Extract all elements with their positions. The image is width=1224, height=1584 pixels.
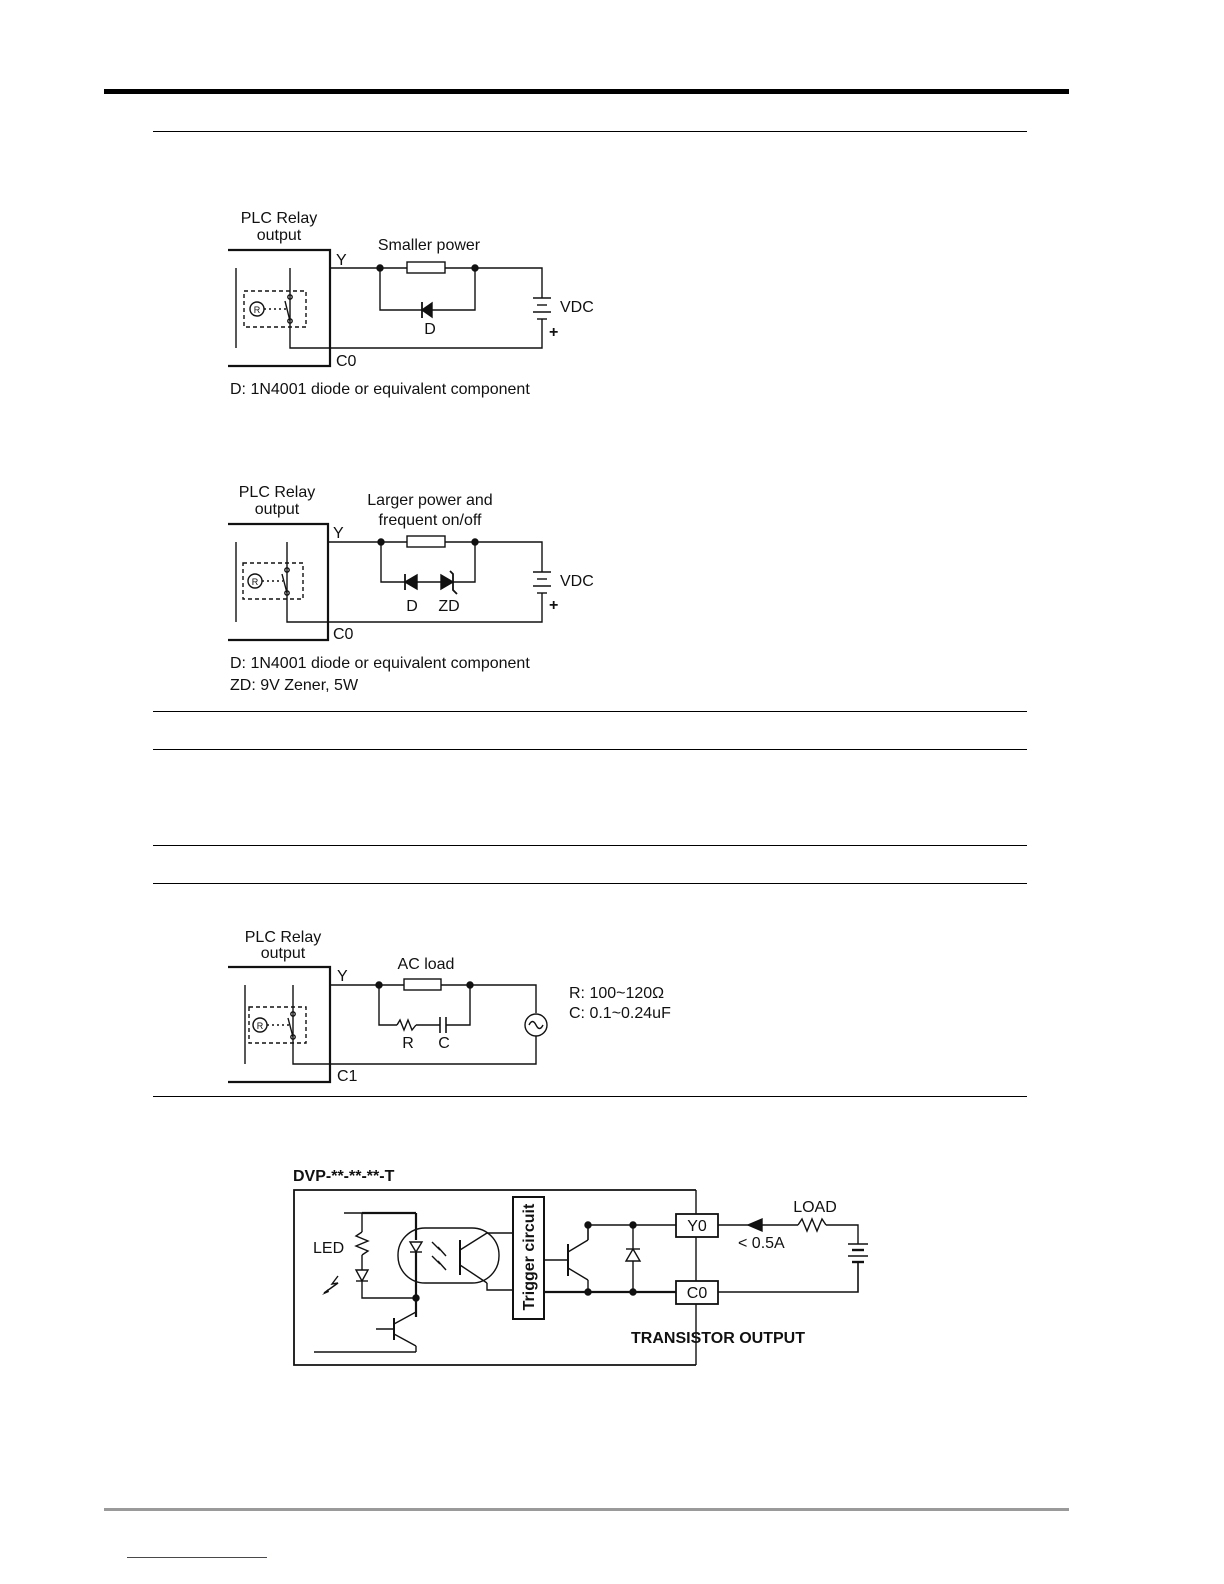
flyback-diode <box>626 1249 640 1261</box>
diode-symbol <box>405 575 417 589</box>
svg-text:Y0: Y0 <box>687 1218 707 1235</box>
svg-text:R: R <box>256 1021 264 1031</box>
load-label: Smaller power <box>377 237 481 254</box>
plc-subtitle: output <box>260 945 306 962</box>
terminal-y: Y <box>337 968 348 985</box>
diode-note: D: 1N4001 diode or equivalent component <box>230 381 530 398</box>
led-emission-arrow <box>324 1276 338 1293</box>
current-label: < 0.5A <box>738 1235 785 1252</box>
load-resistor <box>404 979 441 990</box>
relay-contact <box>285 301 290 321</box>
diagram-transistor-output <box>293 1168 868 1365</box>
plc-subtitle: output <box>254 501 300 518</box>
snubber-resistor <box>397 1020 416 1030</box>
relay-contact <box>282 574 287 593</box>
diode-label: D <box>406 598 418 615</box>
terminal-y: Y <box>336 252 347 269</box>
diagram-ac-relay-rc <box>228 929 671 1085</box>
terminal-c1: C1 <box>337 1068 358 1085</box>
terminal-c0: C0 <box>336 353 357 370</box>
diode-symbol <box>422 303 432 317</box>
diagram-dc-relay-diode <box>228 210 594 398</box>
supply-label: VDC <box>560 299 594 316</box>
transistor-output-caption: TRANSISTOR OUTPUT <box>631 1330 805 1347</box>
current-arrow <box>748 1219 762 1231</box>
load-resistor <box>407 536 445 547</box>
r-spec: R: 100~120Ω <box>569 985 665 1002</box>
dc-battery <box>848 1244 868 1262</box>
plc-title: PLC Relay <box>240 210 318 227</box>
diagram-dc-relay-zener <box>228 484 594 694</box>
load-label: AC load <box>397 956 455 973</box>
dc-battery <box>533 298 551 319</box>
model-label: DVP-**-**-**-T <box>293 1168 395 1185</box>
load-resistor <box>798 1219 826 1231</box>
diode-label: D <box>424 321 436 338</box>
led-diode <box>356 1270 368 1281</box>
led-resistor <box>356 1232 368 1255</box>
plc-subtitle: output <box>256 227 302 244</box>
zener-label: ZD <box>438 598 460 615</box>
load-label: Larger power and <box>367 492 493 509</box>
resistor-label: R <box>402 1035 414 1052</box>
photocoupler <box>398 1228 499 1283</box>
plus-label: + <box>549 324 559 341</box>
load-resistor <box>407 262 445 273</box>
plc-title: PLC Relay <box>244 929 322 946</box>
led-label: LED <box>313 1240 345 1257</box>
dc-battery <box>533 572 551 593</box>
terminal-c0: C0 <box>333 626 354 643</box>
svg-text:R: R <box>251 577 259 587</box>
capacitor-label: C <box>438 1035 450 1052</box>
supply-label: VDC <box>560 573 594 590</box>
terminal-y: Y <box>333 525 344 542</box>
svg-text:R: R <box>253 305 261 315</box>
zener-note: ZD: 9V Zener, 5W <box>230 677 359 694</box>
plc-title: PLC Relay <box>238 484 316 501</box>
load-label-line2: frequent on/off <box>378 512 482 529</box>
plus-label: + <box>549 597 559 614</box>
svg-text:C0: C0 <box>686 1285 708 1302</box>
c-spec: C: 0.1~0.24uF <box>569 1005 671 1022</box>
load-label: LOAD <box>793 1199 837 1216</box>
zener-symbol <box>441 575 453 589</box>
diode-note: D: 1N4001 diode or equivalent component <box>230 655 530 672</box>
relay-contact <box>288 1018 293 1037</box>
trigger-label: Trigger circuit <box>521 1203 538 1311</box>
